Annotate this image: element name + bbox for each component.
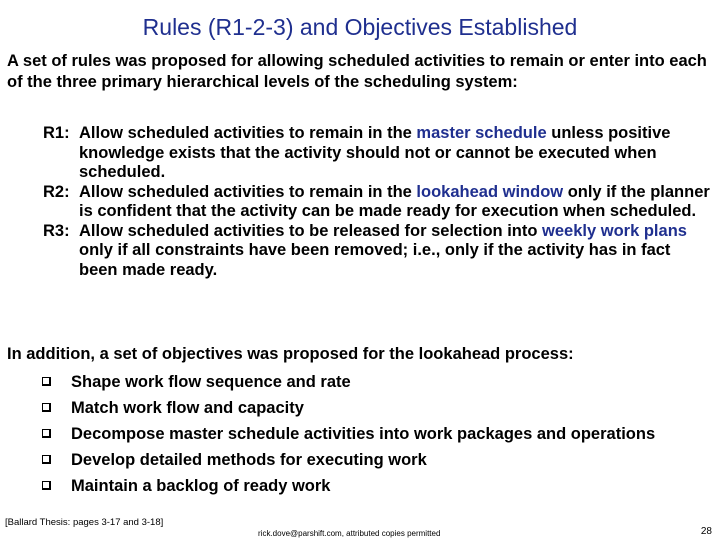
rule-highlight: master schedule bbox=[416, 124, 547, 142]
objectives-intro: In addition, a set of objectives was proposed for the lookahead process: bbox=[7, 345, 574, 363]
objective-text: Shape work flow sequence and rate bbox=[71, 373, 351, 391]
square-bullet-icon bbox=[42, 429, 51, 438]
rule-text: Allow scheduled activities to remain in the bbox=[79, 182, 417, 201]
list-item bbox=[42, 421, 717, 447]
list-item bbox=[42, 395, 717, 421]
citation: [Ballard Thesis: pages 3-17 and 3-18] bbox=[5, 517, 164, 528]
footer-credit: rick.dove@parshift.com, attributed copies permitted bbox=[258, 529, 441, 538]
rule-r2 bbox=[43, 183, 713, 222]
rule-label: R1: bbox=[43, 124, 70, 142]
rule-text: Allow scheduled activities to be released for selection into bbox=[79, 221, 543, 240]
rule-text: only if the planner is confident that the activity can be made ready for execution when scheduled. bbox=[79, 182, 710, 220]
rules-list bbox=[43, 124, 713, 280]
rule-highlight: lookahead window bbox=[416, 182, 564, 201]
square-bullet-icon bbox=[42, 481, 51, 490]
intro-paragraph: A set of rules was proposed for allowing scheduled activities to remain or enter into each of the three primary hierarchical levels of the scheduling system: bbox=[7, 52, 707, 91]
rule-highlight: weekly work plans bbox=[542, 221, 687, 240]
objectives-list bbox=[42, 369, 717, 499]
square-bullet-icon bbox=[42, 455, 51, 464]
rule-text: Allow scheduled activities to remain in the bbox=[79, 124, 417, 142]
list-item bbox=[42, 473, 717, 499]
slide-title: Rules (R1-2-3) and Objectives Established bbox=[142, 14, 578, 40]
square-bullet-icon bbox=[42, 403, 51, 412]
list-item bbox=[42, 447, 717, 473]
rule-r3 bbox=[43, 222, 713, 281]
rule-text: only if all constraints have been removed; i.e., only if the activity has in fact been made ready. bbox=[79, 241, 671, 279]
rule-r1 bbox=[43, 124, 713, 183]
page-number: 28 bbox=[700, 526, 712, 537]
square-bullet-icon bbox=[42, 377, 51, 386]
objective-text: Match work flow and capacity bbox=[71, 399, 304, 417]
rule-label: R3: bbox=[43, 221, 70, 240]
rule-text: unless positive knowledge exists that the activity should not or cannot be executed when scheduled. bbox=[79, 124, 671, 181]
objective-text: Decompose master schedule activities into work packages and operations bbox=[71, 425, 656, 443]
list-item bbox=[42, 369, 717, 395]
rule-label: R2: bbox=[43, 182, 70, 201]
objective-text: Develop detailed methods for executing work bbox=[71, 451, 427, 469]
objective-text: Maintain a backlog of ready work bbox=[71, 477, 331, 495]
